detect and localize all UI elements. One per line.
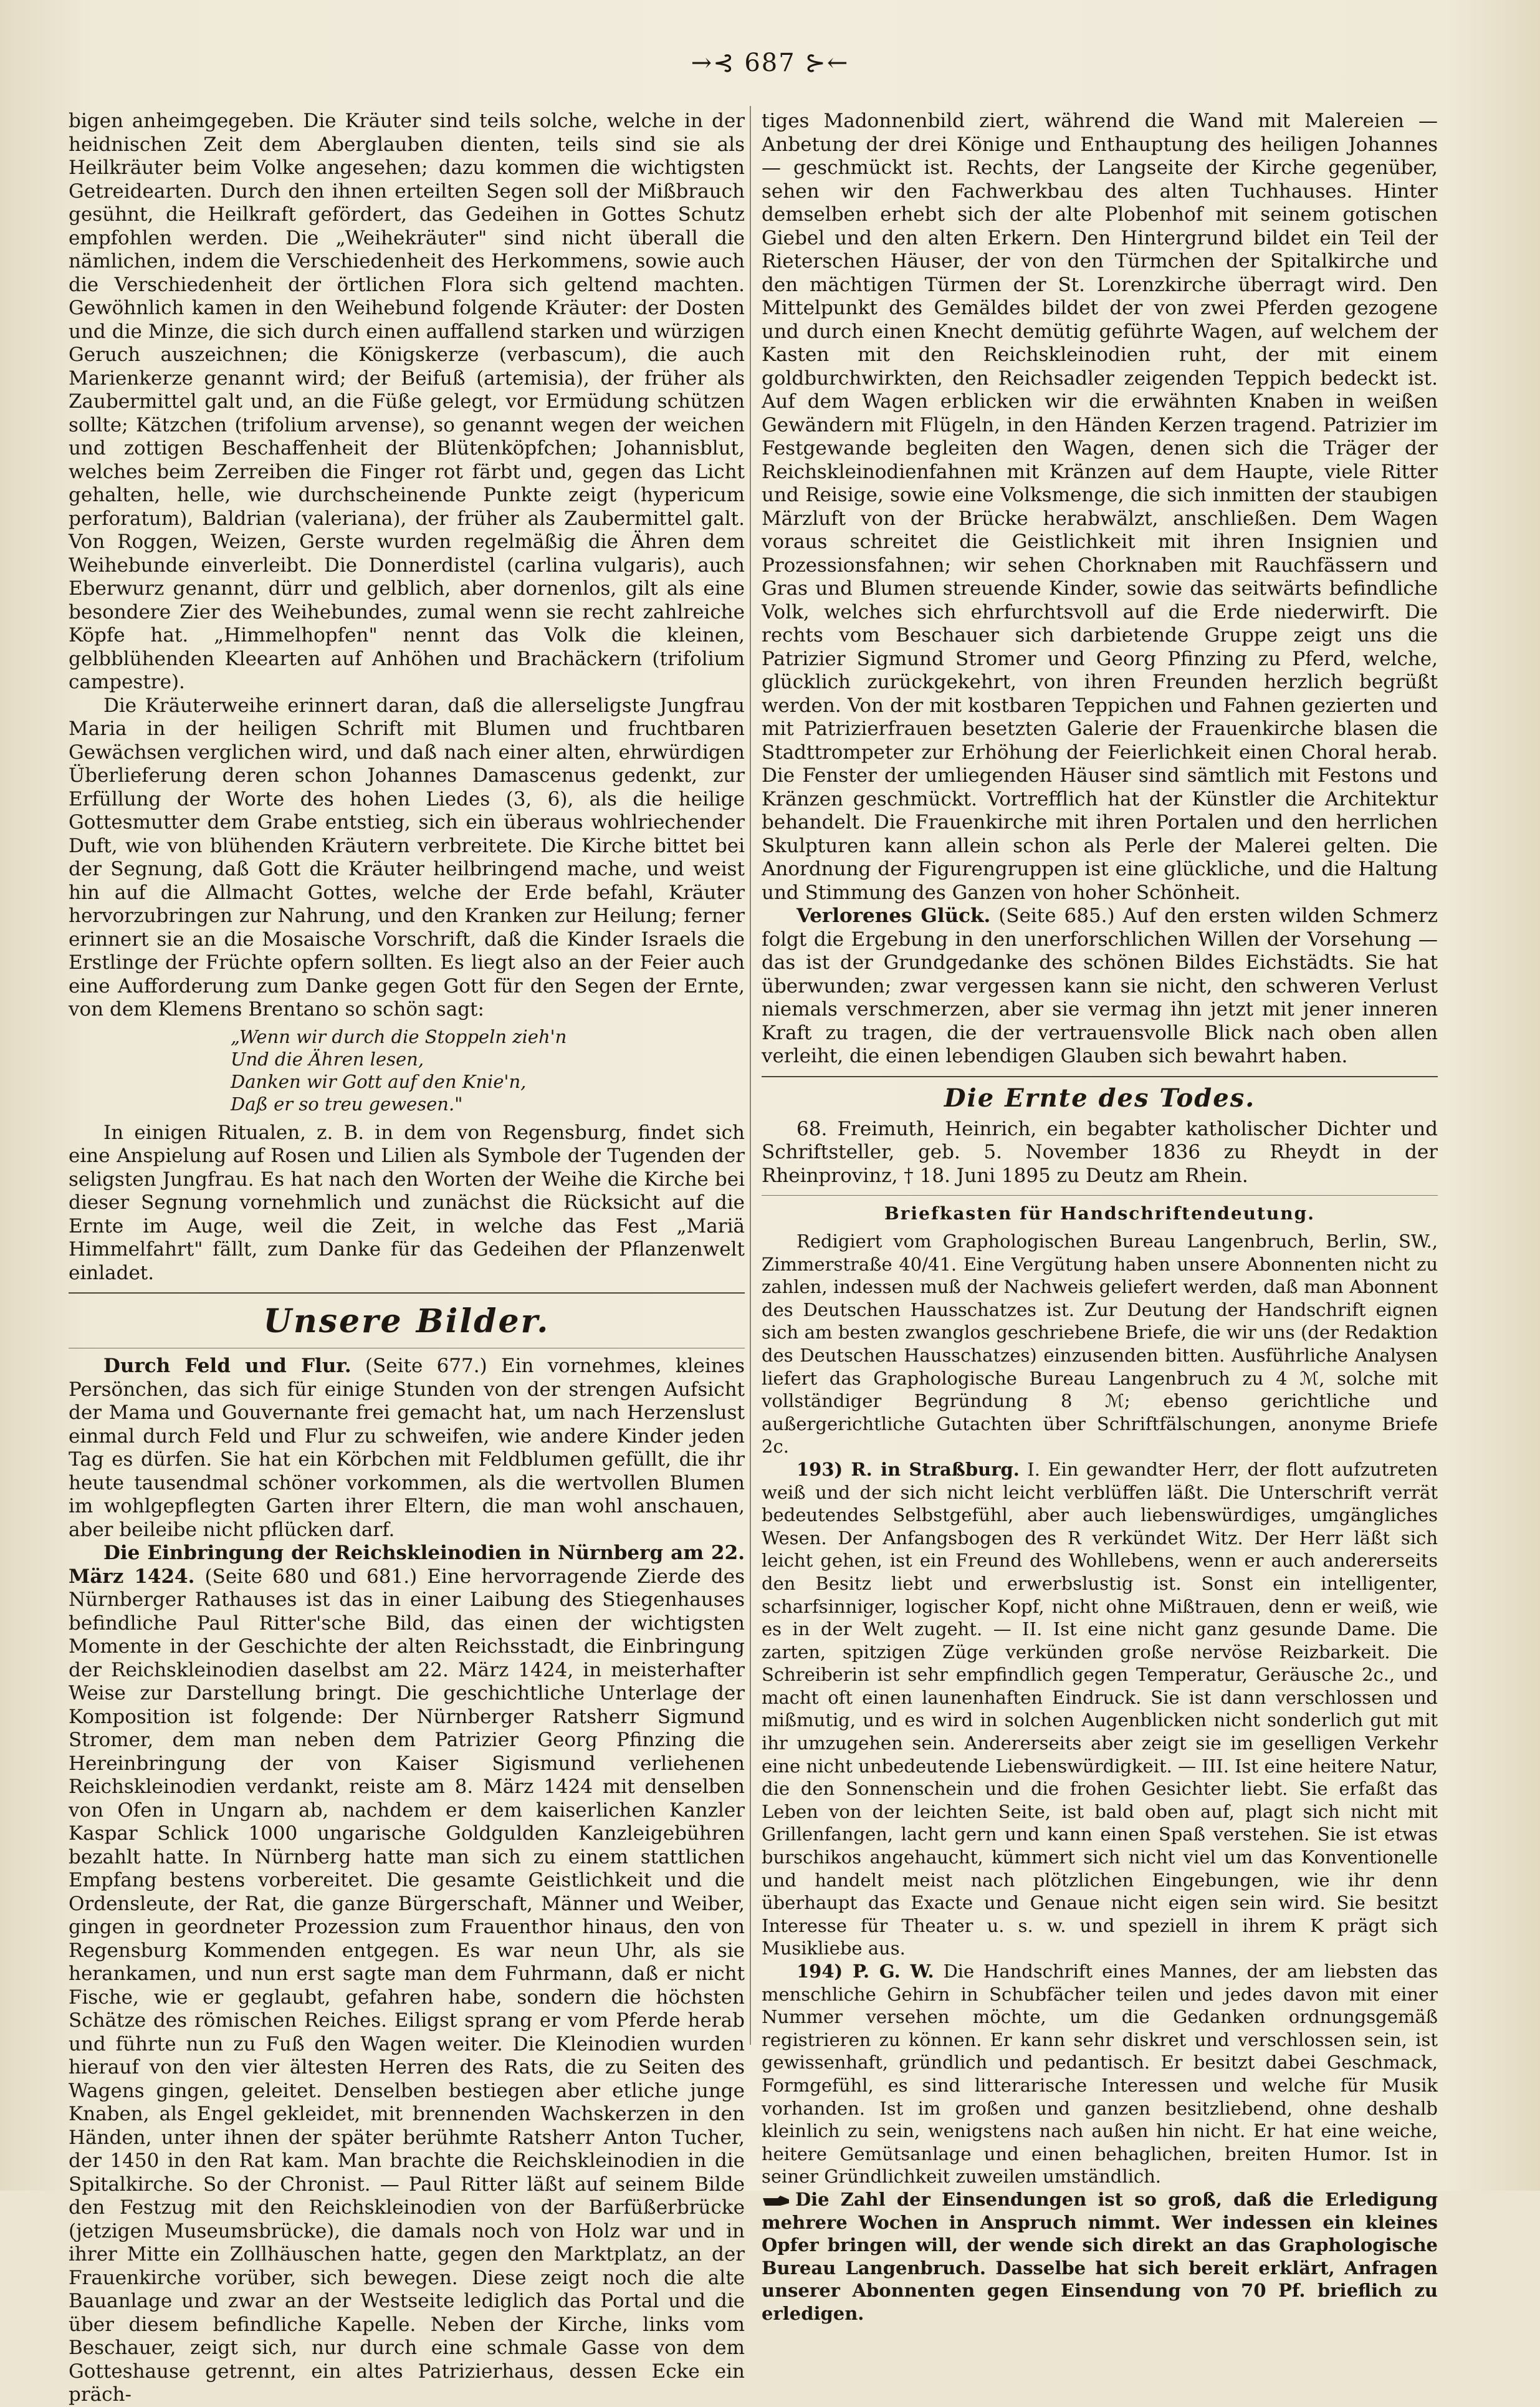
entry-text: (Seite 677.) Ein vornehmes, kleines Persönchen, das sich für einige Stunden von der strengen Aufsicht der Mama und Gouvernante frei gemacht hat, um nach Herzenslust einmal durch Feld und Flur zu schweifen, wie andere Kinder jeden Tag es dürfen. Sie hat ein Körbchen mit Feldblumen gefüllt, die ihr heute tausendmal schöner vorkommen, als die wertvollen Blumen im wohlgepflegten Garten ihrer Eltern, die man wohl anschauen, aber beileibe nicht pflücken darf.	[69, 1355, 745, 1541]
briefkasten-entry-193	[762, 1458, 1438, 1960]
bilder-entry-reichskleinodien	[69, 1542, 745, 2407]
obituary-entry: 68. Freimuth, Heinrich, ein begabter katholischer Dichter und Schriftsteller, geb. 5. November 1836 zu Rheydt in der Rheinprovinz, † 18. Juni 1895 zu Deutz am Rhein.	[762, 1117, 1438, 1187]
briefkasten-final-note	[762, 2188, 1438, 2325]
briefkasten-intro: Redigiert vom Graphologischen Bureau Langenbruch, Berlin, SW., Zimmerstraße 40/41. Eine Vergütung haben unsere Abonnenten nicht zu zahlen, indessen muß der Nachweis geliefert werden, daß man Abonnent des Deutschen Hausschatzes ist. Zur Deutung der Handschrift eignen sich am besten zwanglos geschriebene Briefe, die wir uns (der Redaktion des Deutschen Hausschatzes) einzusenden bitten. Ausführliche Analysen liefert das Graphologische Bureau Langenbruch zu 4 ℳ, solche mit vollständiger Begründung 8 ℳ; ebenso gerichtliche und außergerichtliche Gutachten über Schriftfälschungen, anonyme Briefe 2c.	[762, 1231, 1438, 1458]
section-rule	[69, 1292, 745, 1294]
entry-lead: Durch Feld und Flur.	[103, 1355, 352, 1377]
brentano-verse	[231, 1026, 745, 1115]
herbs-blessing-paragraph: Die Kräuterweihe erinnert daran, daß die allerseligste Jungfrau Maria in der heiligen Schrift mit Blumen und fruchtbaren Gewächsen verglichen wird, und daß nach einer alten, ehrwürdigen Überlieferung deren schon Johannes Damascenus gedenkt, zur Erfüllung der Worte des hohen Liedes (3, 6), als die heilige Gottesmutter dem Grabe entstieg, sich ein überaus wohlriechender Duft, wie von blühenden Kräutern verbreitete. Die Kirche bittet bei der Segnung, daß Gott die Kräuter heilbringend mache, und weist hin auf die Allmacht Gottes, welche der Erde befahl, Kräuter hervorzubringen zur Nahrung, und den Kranken zur Heilung; ferner erinnert sie an die Mosaische Vorschrift, daß die Kinder Israels die Erstlinge der Früchte opfern sollten. Es liegt also an der Feier auch eine Aufforderung zum Danke gegen Gott für den Segen der Ernte, von dem Klemens Brentano so schön sagt:	[69, 694, 745, 1021]
verse-line: Und die Ähren lesen,	[231, 1048, 424, 1070]
reichskleinodien-continuation: tiges Madonnenbild ziert, während die Wand mit Malereien — Anbetung der drei Könige und Enthauptung des heiligen Johannes — geschmückt ist. Rechts, der Langseite der Kirche gegenüber, sehen wir den Fachwerkbau des alten Tuchhauses. Hinter demselben erhebt sich der alte Plobenhof mit seinem gotischen Giebel und den alten Erkern. Den Hintergrund bildet ein Teil der Rieterschen Häuser, der von den Türmchen der Spitalkirche und den mächtigen Türmen der St. Lorenzkirche überragt wird. Den Mittelpunkt des Gemäldes bildet der von zwei Pferden gezogene und durch einen Knecht demütig geführte Wagen, auf welchem der Kasten mit den Reichskleinodien ruht, der mit einem goldburchwirkten, den Reichsadler zeigenden Teppich bedeckt ist. Auf dem Wagen erblicken wir die erwähnten Knaben in weißen Gewändern mit Flügeln, in den Händen Kerzen tragend. Patrizier im Festgewande begleiten den Wagen, denen sich die Träger der Reichskleinodienfahnen mit Kränzen auf dem Haupte, viele Ritter und Reisige, sowie eine Volksmenge, die sich inmitten der staubigen Märzluft von der Brücke herabwälzt, anschließen. Dem Wagen voraus schreitet die Geistlichkeit mit ihren Insignien und Prozessionsfahnen; wir sehen Chorknaben mit Rauchfässern und Gras und Blumen streuende Kinder, sowie das seitwärts befindliche Volk, welches sich ehrfurchtsvoll auf die Erde niederwirft. Die rechts vom Beschauer sich darbietende Gruppe zeigt uns die Patrizier Sigmund Stromer und Georg Pfinzing zu Pferd, welche, glücklich zurückgekehrt, von ihren Freunden herzlich begrüßt werden. Von der mit kostbaren Teppichen und Fahnen gezierten und mit Patrizierfrauen besetzten Galerie der Frauenkirche blasen die Stadttrompeter zur Erhöhung der Feierlichkeit einen Choral herab. Die Fenster der umliegenden Häuser sind sämtlich mit Festons und Kränzen geschmückt. Vortrefflich hat der Künstler die Architektur behandelt. Die Frauenkirche mit ihren Portalen und den herrlichen Skulpturen kann allein schon als Perle der Malerei gelten. Die Anordnung der Figurengruppen ist eine glückliche, und die Haltung und Stimmung des Ganzen von hoher Schönheit.	[762, 110, 1438, 904]
final-note-body: Die Zahl der Einsendungen ist so groß, daß die Erledigung mehrere Wochen in Anspruch nimmt. Wer indessen ein kleines Opfer bringen will, der wende sich direkt an das Graphologische Bureau Langenbruch. Dasselbe hat sich bereit erklärt, Anfragen unserer Abonnenten gegen Einsendung von 70 Pf. brieflich zu erledigen.	[762, 2188, 1438, 2324]
section-title-unsere-bilder: Unsere Bilder.	[263, 1302, 550, 1340]
herbs-paragraph: bigen anheimgegeben. Die Kräuter sind teils solche, welche in der heidnischen Zeit dem Aberglauben dienten, teils sind sie als Heilkräuter beim Volke angesehen; dazu kommen die wichtigsten Getreidearten. Durch den ihnen erteilten Segen soll der Mißbrauch gesühnt, die Heilkraft gefördert, das Gedeihen in Gottes Schutz empfohlen werden. Die „Weihekräuter" sind nicht überall die nämlichen, indem die Verschiedenheit des Herkommens, sowie auch die Verschiedenheit der örtlichen Flora sich geltend machten. Gewöhnlich kamen in den Weihebund folgende Kräuter: der Dosten und die Minze, die sich durch einen auffallend starken und würzigen Geruch auszeichnen; die Königskerze (verbascum), die auch Marienkerze genannt wird; der Beifuß (artemisia), der früher als Zaubermittel galt und, an die Füße gelegt, vor Ermüdung schützen sollte; Kätzchen (trifolium arvense), so genannt wegen der weichen und zottigen Beschaffenheit der Blütenköpfchen; Johannisblut, welches beim Zerreiben die Finger rot färbt und, gegen das Licht gehalten, helle, wie durchscheinende Punkte zeigt (hypericum perforatum), Baldrian (valeriana), der früher als Zaubermittel galt. Von Roggen, Weizen, Gerste wurden regelmäßig die Ähren dem Weihebunde einverleibt. Die Donnerdistel (carlina vulgaris), auch Eberwurz genannt, dürr und gelblich, aber dornenlos, gilt als eine besondere Zier des Weihebundes, zumal wenn sie recht zahlreiche Köpfe hat. „Himmelhopfen" nennt das Volk die kleinen, gelbblühenden Kleearten auf Anhöhen und Brachäckern (trifolium campestre).	[69, 110, 745, 693]
entry-text: Die Handschrift eines Mannes, der am liebsten das menschliche Gehirn in Schubfächer teilen und jedes davon mit einer Nummer versehen möchte, um die Gedanken ordnungsgemäß registrieren zu können. Er kann sehr diskret und verschlossen sein, ist gewissenhaft, gründlich und pedantisch. Er besitzt dabei Geschmack, Formgefühl, es sind litterarische Interessen und welche für Musik vorhanden. Ist im großen und ganzen besitzliebend, ohne deshalb kleinlich zu sein, wenigstens nach außen hin nicht. Er hat eine weiche, heitere Gemütsanlage und einen behaglichen, breiten Humor. Ist in seiner Gründlichkeit zuweilen umständlich.	[762, 1961, 1438, 2188]
verse-line: Danken wir Gott auf den Knie'n,	[231, 1070, 527, 1092]
left-column	[69, 110, 745, 2407]
briefkasten-entry-194	[762, 1960, 1438, 2188]
entry-lead: Verlorenes Glück.	[796, 905, 991, 927]
entry-lead: 194) P. G. W.	[796, 1961, 934, 1982]
final-note-text	[762, 2188, 1438, 2325]
entry-lead: 193) R. in Straßburg.	[796, 1458, 1020, 1480]
page-number: →⊰ 687 ⊱←	[691, 49, 849, 77]
column-divider	[750, 106, 751, 2045]
entry-text: I. Ein gewandter Herr, der flott aufzutreten weiß und der sich nicht leicht verblüffen läßt. Die Unterschrift verrät bedeutendes Selbstgefühl, aber auch liebenswürdiges, umgängliches Wesen. Der Anfangsbogen des R verkündet Witz. Der Herr läßt sich leicht gehen, ist ein Freund des Wohllebens, wenn er auch andererseits den Besitz liebt und erwerbslustig ist. Sonst ein intelligenter, scharfsinniger, logischer Kopf, nicht ohne Mißtrauen, denn er weiß, wie es in der Welt zugeht. — II. Ist eine nicht ganz gesunde Dame. Die zarten, spitzigen Züge verkünden große nervöse Reizbarkeit. Die Schreiberin ist sehr empfindlich gegen Temperatur, Geräusche 2c., und macht oft einen launenhaften Eindruck. Sie ist dann verschlossen und mißmutig, und es wird in solchen Augenblicken nicht sonderlich gut mit ihr umzugehen sein. Andererseits aber zeigt sie im geselligen Verkehr eine nicht unbedeutende Liebenswürdigkeit. — III. Ist eine heitere Natur, die den Sonnenschein und die frohen Gesichter liebt. Sie erfaßt das Leben von der leichten Seite, ist bald oben auf, plagt sich nicht mit Grillenfangen, lacht gern und kann einen Spaß verstehen. Sie ist etwas burschikos angehaucht, kümmert sich nicht viel um das Konventionelle und handelt meist nach plötzlichen Eingebungen, wie ihr denn überhaupt das Exacte und Genaue nicht eigen sein wird. Sie besitzt Interesse für Theater u. s. w. und speziell in ihrem K prägt sich Musikliebe aus.	[762, 1458, 1438, 1959]
entry-text: (Seite 680 und 681.) Eine hervorragende Zierde des Nürnberger Rathauses ist das in einer Laibung des Stiegenhauses befindliche Paul Ritter'sche Bild, das einen der wichtigsten Momente in der Geschichte der alten Reichsstadt, die Einbringung der Reichskleinodien daselbst am 22. März 1424, in meisterhafter Weise zur Darstellung bringt. Die geschichtliche Unterlage der Komposition ist folgende: Der Nürnberger Ratsherr Sigmund Stromer, dem man neben dem Patrizier Georg Pfinzing die Hereinbringung der von Kaiser Sigismund verliehenen Reichskleinodien verdankt, reiste am 8. März 1424 mit denselben von Ofen in Ungarn ab, nachdem er dem kaiserlichen Kanzler Kaspar Schlick 1000 ungarische Goldgulden Kanzleigebühren bezahlt hatte. In Nürnberg hatte man sich zu einem stattlichen Empfang bestens vorbereitet. Die gesamte Geistlichkeit und die Ordensleute, der Rat, die ganze Bürgerschaft, Männer und Weiber, gingen in geordneter Prozession zum Frauenthor hinaus, den von Regensburg Kommenden entgegen. Es war neun Uhr, als sie herankamen, und nun erst sagte man dem Fuhrmann, daß er nicht Fische, wie er geglaubt, gefahren habe, sondern die höchsten Schätze des römischen Reiches. Eiligst sprang er vom Pferde herab und führte nun zu Fuß den Wagen weiter. Die Kleinodien wurden hierauf von den vier ältesten Herren des Rats, die zu Seiten des Wagens gingen, geleitet. Denselben bestiegen aber etliche junge Knaben, als Engel gekleidet, mit brennenden Wachskerzen in den Händen, unter ihnen der später berühmte Ratsherr Anton Tucher, der 1450 in den Rat kam. Man brachte die Reichskleinodien in die Spitalkirche. So der Chronist. — Paul Ritter läßt auf seinem Bilde den Festzug mit den Reichskleinodien von der Barfüßerbrücke (jetzigen Museumsbrücke), die damals noch von Holz war und in ihrer Mitte ein Zollhäuschen hatte, gegen den Marktplatz, an der Frauenkirche vorüber, sich bewegen. Diese zeigt noch die alte Bauanlage und zwar an der Westseite lediglich das Portal und die über diesem befindliche Kapelle. Neben der Kirche, links vom Beschauer, zeigt sich, nur durch eine schmale Gasse von dem Gotteshause getrennt, ein altes Patrizierhaus, dessen Ecke ein präch-	[69, 1565, 745, 2406]
section-rule	[762, 1076, 1438, 1077]
bilder-entry-verlorenes-glueck	[762, 905, 1438, 1069]
verse-line: „Wenn wir durch die Stoppeln zieh'n	[231, 1026, 567, 1047]
section-title-briefkasten: Briefkasten für Handschriftendeutung.	[884, 1203, 1315, 1224]
entry-lead: Die Einbringung der Reichskleinodien in Nürnberg am 22. März 1424.	[69, 1542, 745, 1588]
section-rule	[762, 1195, 1438, 1196]
section-title-ernte-des-todes: Die Ernte des Todes.	[944, 1083, 1256, 1113]
briefkasten-section	[762, 1230, 1438, 2188]
entry-text: (Seite 685.) Auf den ersten wilden Schmerz folgt die Ergebung in den unerforschlichen Willen der Vorsehung — das ist der Grundgedanke des schönen Bildes Eichstädts. Sie hat überwunden; zwar vergessen kann sie nicht, den schweren Verlust niemals verschmerzen, aber sie vermag ihn jetzt mit jener inneren Kraft zu tragen, die der vertrauensvolle Blick nach oben allen verleiht, die einen lebendigen Glauben sich bewahrt haben.	[762, 905, 1438, 1067]
verse-line: Daß er so treu gewesen."	[231, 1093, 463, 1115]
right-column	[762, 110, 1438, 2325]
bilder-entry-feld-und-flur	[69, 1355, 745, 1542]
rituals-paragraph: In einigen Ritualen, z. B. in dem von Regensburg, findet sich eine Anspielung auf Rosen und Lilien als Symbole der Tugenden der seligsten Jungfrau. Es hat nach den Worten der Weihe die Kirche bei dieser Segnung vornehmlich und zunächst die Rücksicht auf die Ernte im Auge, weil die Zeit, in welche das Fest „Mariä Himmelfahrt" fällt, zum Danke für das Gedeihen der Pflanzenwelt einladet.	[69, 1121, 745, 1284]
pointing-hand-icon	[762, 2193, 792, 2208]
